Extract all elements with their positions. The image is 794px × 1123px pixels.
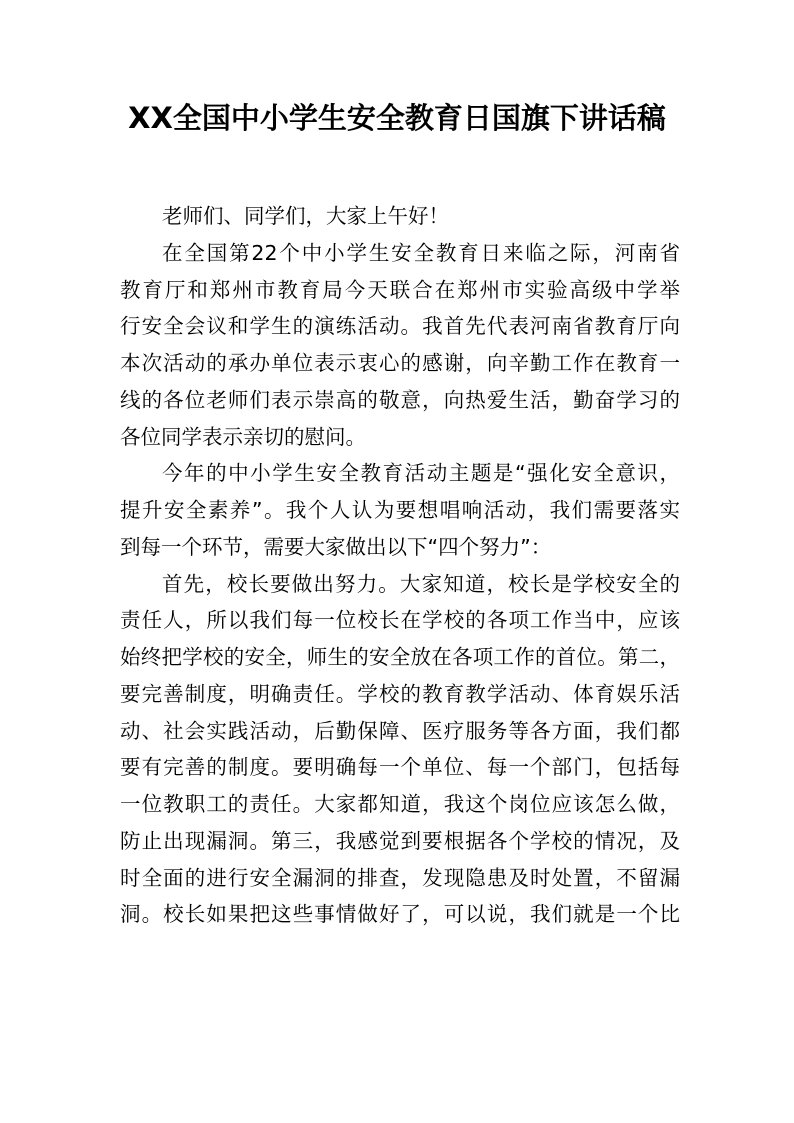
- text-line: 今年的中小学生安全教育活动主题是“强化安全意识，: [162, 461, 680, 486]
- text-line: 始终把学校的安全，师生的安全放在各项工作的首位。第二，: [120, 645, 680, 669]
- text-line: 洞。校长如果把这些事情做好了，可以说，我们就是一个比: [120, 902, 680, 927]
- paragraph: [120, 566, 680, 934]
- text-line: 各位同学表示亲切的慰问。: [120, 424, 366, 449]
- text-line: 本次活动的承办单位表示衷心的感谢，向辛勤工作在教育一: [120, 351, 680, 375]
- text-line: 责任人，所以我们每一位校长在学校的各项工作当中，应该: [120, 608, 680, 633]
- text-line: 行安全会议和学生的演练活动。我首先代表河南省教育厅向: [120, 314, 680, 339]
- text-line: 首先，校长要做出努力。大家知道，校长是学校安全的: [162, 571, 680, 596]
- text-line: 一位教职工的责任。大家都知道，我这个岗位应该怎么做，: [120, 792, 680, 816]
- text-line: 要有完善的制度。要明确每一个单位、每一个部门，包括每: [120, 755, 680, 780]
- text-line: 动、社会实践活动，后勤保障、医疗服务等各方面，我们都: [120, 718, 680, 743]
- text-line: 要完善制度，明确责任。学校的教育教学活动、体育娱乐活: [120, 681, 680, 706]
- text-line: 老师们、同学们，大家上午好！: [162, 204, 449, 228]
- text-line: 线的各位老师们表示崇高的敬意，向热爱生活，勤奋学习的: [120, 387, 680, 412]
- text-line: 到每一个环节，需要大家做出以下“四个努力”：: [120, 534, 552, 559]
- paragraph: [120, 198, 680, 235]
- document-body: [120, 198, 680, 933]
- text-line: 教育厅和郑州市教育局今天联合在郑州市实验高级中学举: [120, 277, 680, 302]
- text-line: 在全国第22个中小学生安全教育日来临之际，河南省: [162, 240, 680, 265]
- paragraph: [120, 235, 680, 456]
- paragraph: [120, 455, 680, 565]
- text-line: 时全面的进行安全漏洞的排查，发现隐患及时处置，不留漏: [120, 865, 680, 890]
- document-title: XX全国中小学生安全教育日国旗下讲话稿: [128, 101, 666, 135]
- text-line: 提升安全素养”。我个人认为要想唱响活动，我们需要落实: [120, 498, 680, 522]
- text-line: 防止出现漏洞。第三，我感觉到要根据各个学校的情况，及: [120, 828, 680, 853]
